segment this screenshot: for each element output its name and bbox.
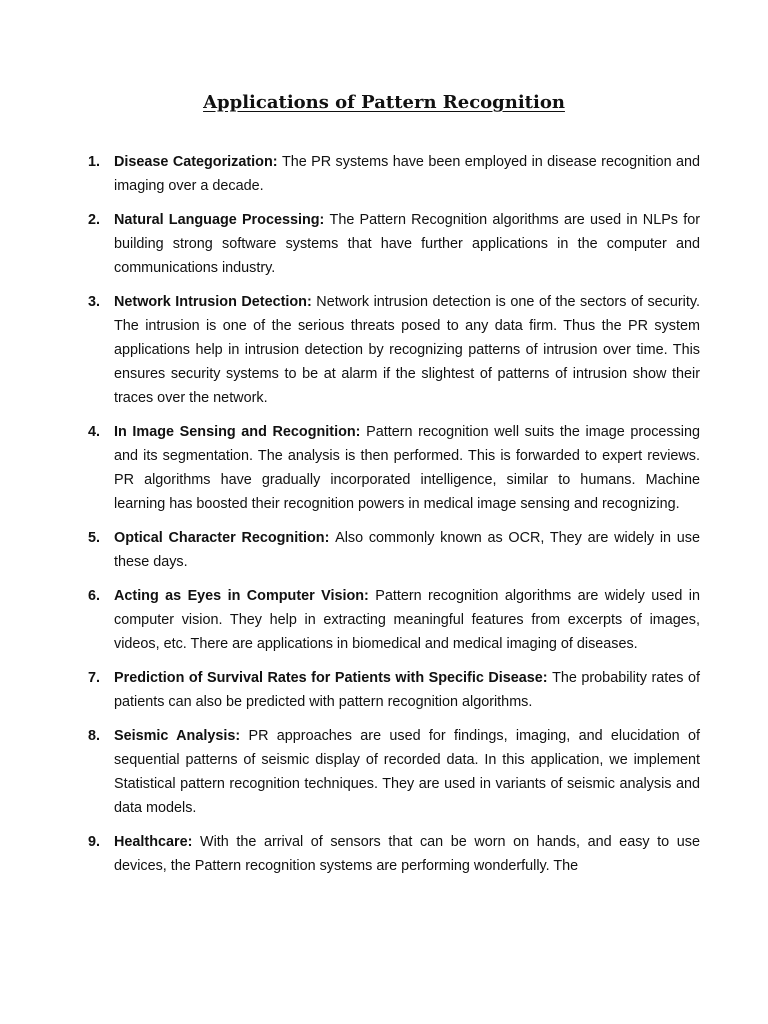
list-item (88, 584, 700, 656)
item-text: Also commonly known as OCR, They are widely in use these days. (114, 530, 700, 570)
item-number: 7. (88, 670, 101, 686)
item-heading: Healthcare: (114, 834, 200, 850)
list-item (88, 724, 700, 820)
item-heading: Seismic Analysis: (114, 728, 249, 744)
item-heading: Acting as Eyes in Computer Vision: (114, 588, 376, 604)
item-text: The PR systems have been employed in disease recognition and imaging over a decade. (114, 154, 700, 194)
list-item (88, 420, 700, 516)
item-number: 6. (88, 588, 101, 604)
item-heading: Prediction of Survival Rates for Patients with Specific Disease: (114, 670, 553, 686)
item-heading: In Image Sensing and Recognition: (114, 424, 367, 440)
item-text: Network intrusion detection is one of the sectors of security. The intrusion is one of the serious threats posed to any data firm. Thus the PR system applications help in intrusion detection by recognizing patterns of intrusion over time. This ensures security systems to be at alarm if the slightest of patterns of intrusion show their traces over the network. (114, 294, 700, 406)
item-text: The probability rates of patients can also be predicted with pattern recognition algorithms. (114, 670, 700, 710)
item-number: 2. (88, 212, 101, 228)
list-item (88, 150, 700, 198)
list-item (88, 526, 700, 574)
applications-list (88, 150, 700, 888)
list-item (88, 830, 700, 878)
list-item (88, 666, 700, 714)
list-item (88, 290, 700, 410)
item-text: Pattern recognition algorithms are widely used in computer vision. They help in extracting meaningful features from excerpts of images, videos, etc. There are applications in biomedical and medical imaging of diseases. (114, 588, 700, 652)
item-text: With the arrival of sensors that can be worn on hands, and easy to use devices, the Pattern recognition systems are performing wonderfully. The (114, 834, 700, 874)
item-heading: Disease Categorization: (114, 154, 282, 170)
item-number: 9. (88, 834, 101, 850)
item-text: The Pattern Recognition algorithms are used in NLPs for building strong software systems that have further applications in the computer and communications industry. (114, 212, 700, 276)
item-number: 1. (88, 154, 101, 170)
item-text: Pattern recognition well suits the image processing and its segmentation. The analysis is then performed. This is forwarded to expert reviews. PR algorithms have gradually incorporated intelligence, similar to humans. Machine learning has boosted their recognition powers in medical image sensing and recognizing. (114, 424, 700, 512)
item-number: 5. (88, 530, 101, 546)
item-number: 4. (88, 424, 101, 440)
item-text: PR approaches are used for findings, imaging, and elucidation of sequential patterns of seismic display of recorded data. In this application, we implement Statistical pattern recognition techniques. They are used in variants of seismic analysis and data models. (114, 728, 700, 816)
item-heading: Natural Language Processing: (114, 212, 330, 228)
item-number: 3. (88, 294, 101, 310)
item-number: 8. (88, 728, 101, 744)
page-title: Applications of Pattern Recognition (203, 92, 565, 113)
list-item (88, 208, 700, 280)
item-heading: Network Intrusion Detection: (114, 294, 317, 310)
item-heading: Optical Character Recognition: (114, 530, 336, 546)
